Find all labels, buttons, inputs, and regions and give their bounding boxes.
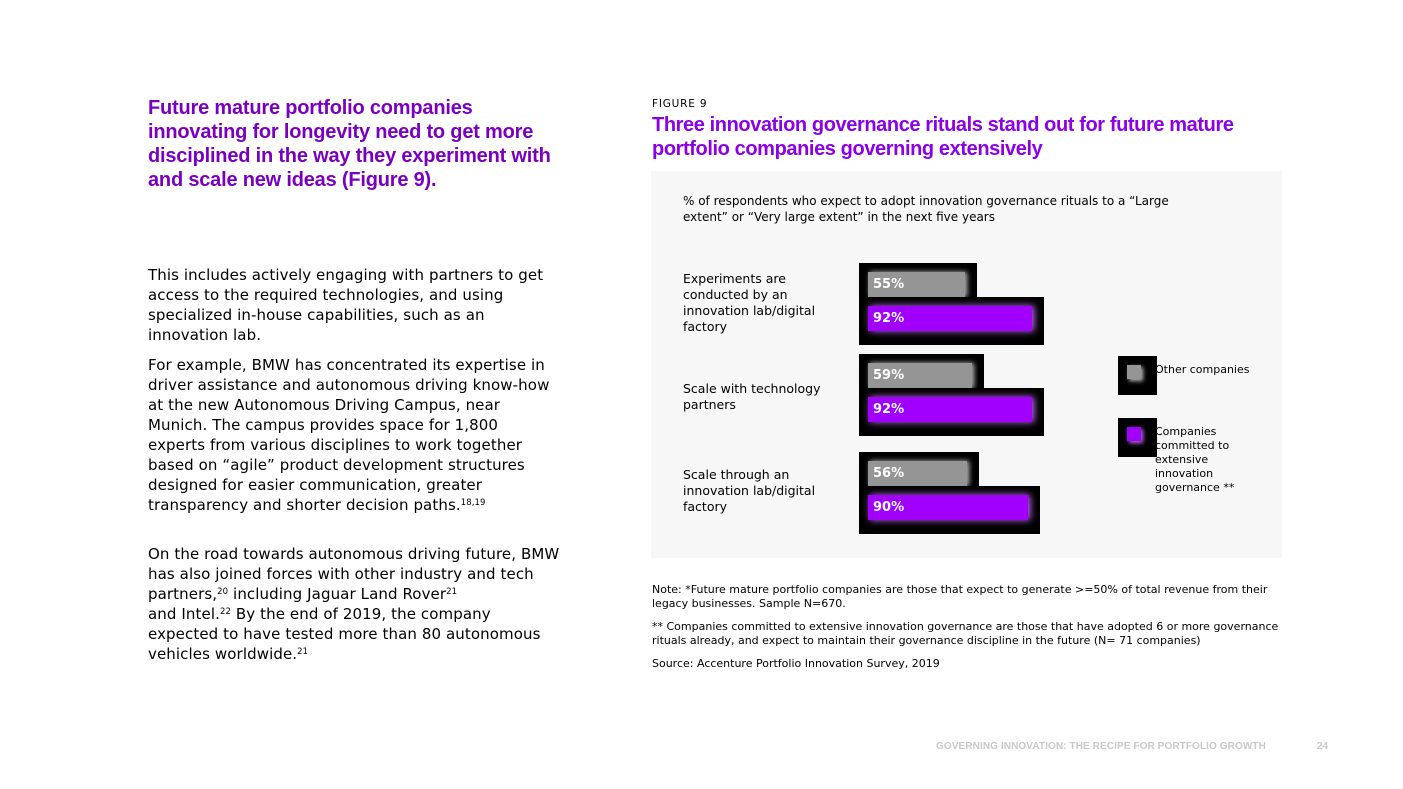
- legend-swatch-fill: [1127, 427, 1141, 441]
- source-note: Source: Accenture Portfolio Innovation Survey, 2019: [652, 657, 940, 670]
- bar-fill: [868, 397, 1032, 422]
- bar-value-label: 59%: [873, 368, 905, 383]
- bar-fill: [868, 272, 965, 297]
- legend-swatch-other: [1118, 356, 1157, 395]
- bar-fill: [868, 495, 1028, 520]
- legend-swatch-fill: [1127, 365, 1141, 379]
- footnote-ref: 22: [219, 607, 231, 617]
- bar-committed-companies: [859, 297, 1044, 345]
- bar-value-label: 92%: [873, 402, 905, 417]
- footnote-ref: 21: [446, 587, 458, 597]
- bar-value-label: 56%: [873, 466, 905, 481]
- category-label: Experiments are conducted by an innovation lab/digital factory: [683, 271, 816, 334]
- bar-value-label: 92%: [873, 311, 905, 326]
- bar-fill: [868, 461, 967, 486]
- bar-value-label: 90%: [873, 500, 905, 515]
- bar-committed-companies: [859, 388, 1044, 436]
- paragraph-text: On the road towards autonomous driving future, BMW has also joined forces with other industry and tech partners,: [148, 545, 560, 603]
- headline-block: [148, 96, 560, 192]
- figure-label: FIGURE 9: [652, 98, 708, 110]
- footnote-ref: 18,19: [460, 498, 486, 508]
- paragraph-text: and Intel.: [148, 605, 220, 623]
- page-number: 24: [1317, 741, 1329, 752]
- legend-label-committed: Companies committed to extensive innovation governance **: [1155, 425, 1235, 494]
- paragraph-text: By the end of 2019, the company expected to have tested more than 80 autonomous vehicles worldwide.: [148, 605, 541, 663]
- footnote-ref: 20: [217, 587, 229, 597]
- legend-swatch-committed: [1118, 418, 1157, 457]
- footer-title: GOVERNING INNOVATION: THE RECIPE FOR PORTFOLIO GROWTH: [936, 741, 1266, 752]
- footnote-ref: 21: [297, 647, 309, 657]
- bar-fill: [868, 363, 972, 388]
- paragraph-partners: This includes actively engaging with partners to get access to the required technologies, and using specialized in-house capabilities, such as an innovation lab.: [148, 266, 544, 344]
- category-label: Scale with technology partners: [683, 381, 821, 412]
- paragraph-bmw-campus-text: For example, BMW has concentrated its expertise in driver assistance and autonomous driving know-how at the new Autonomous Driving Campus, near Munich. The campus provides space for 1,800 experts from various disciplines to work together based on “agile” product development structures designed for easier communication, greater transparency and shorter decision paths.: [148, 356, 550, 514]
- paragraph-bmw-campus: [148, 355, 560, 515]
- paragraph-bmw-partners: [148, 544, 560, 664]
- legend-label-other: Other companies: [1155, 363, 1250, 376]
- paragraph-text: including Jaguar Land Rover: [228, 585, 447, 603]
- figure-title: Three innovation governance rituals stand out for future mature portfolio companies governing extensively: [652, 114, 1234, 160]
- category-label: Scale through an innovation lab/digital factory: [683, 467, 816, 514]
- note-definition: Note: *Future mature portfolio companies are those that expect to generate >=50% of total revenue from their legacy businesses. Sample N=670.: [652, 583, 1268, 610]
- chart-subtitle: % of respondents who expect to adopt innovation governance rituals to a “Large extent” or “Very large extent” in the next five years: [683, 194, 1169, 224]
- headline: Future mature portfolio companies innovating for longevity need to get more disciplined in the way they experiment with and scale new ideas (Figure 9).: [148, 97, 551, 191]
- bar-fill: [868, 306, 1032, 331]
- bar-committed-companies: [859, 486, 1040, 534]
- note-governance: ** Companies committed to extensive innovation governance are those that have adopted 6 or more governance rituals already, and expect to maintain their governance discipline in the future (N= 71 companies): [652, 620, 1279, 647]
- bar-value-label: 55%: [873, 277, 905, 292]
